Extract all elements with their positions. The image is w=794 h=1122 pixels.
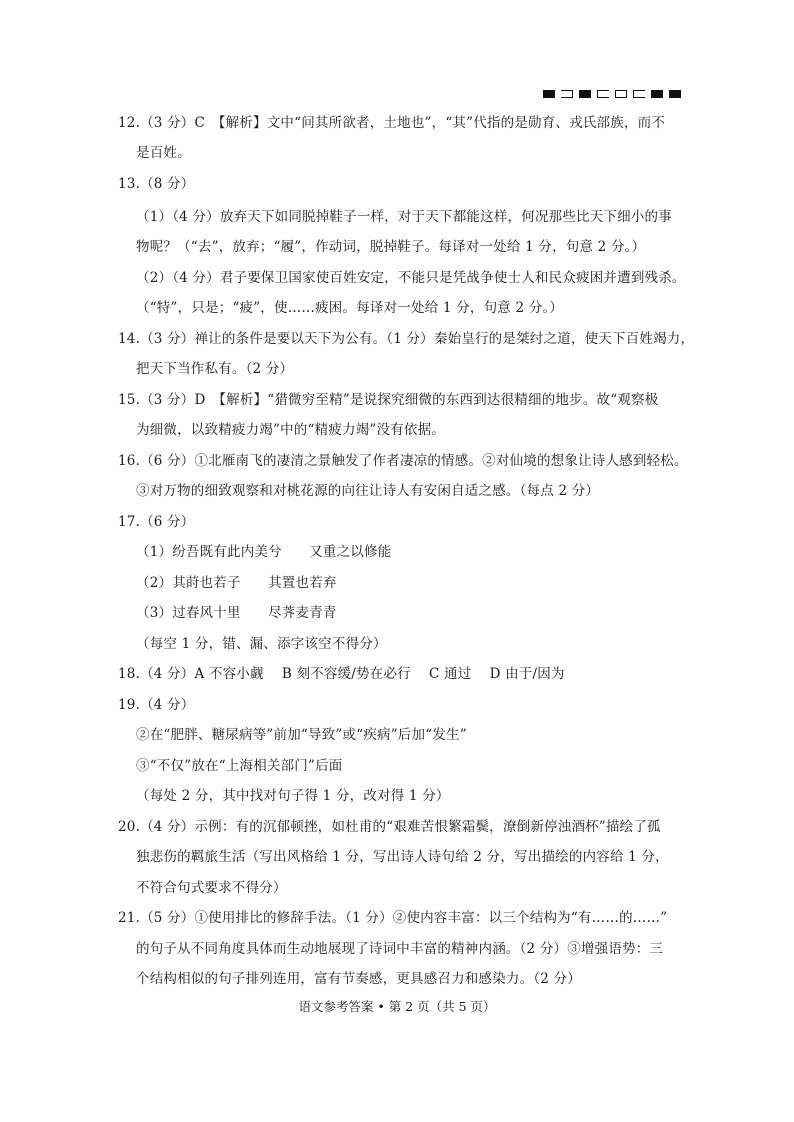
header-mark <box>615 90 627 98</box>
answer-19-note: （每处 2 分，其中找对句子得 1 分，改对得 1 分） <box>136 788 450 804</box>
header-mark <box>543 90 555 98</box>
header-mark <box>561 90 573 98</box>
answer-13-2-line-1: （2）（4 分）君子要保卫国家使百姓安定，不能只是凭战争使士人和民众疲困并遭到残杀。 <box>136 270 686 286</box>
answer-16-line-1: 16.（6 分）①北雁南飞的凄清之景触发了作者凄凉的情感。②对仙境的想象让诗人感到轻松。 <box>118 453 688 469</box>
answer-14-line-1: 14.（3 分）禅让的条件是要以天下为公有。（1 分）秦始皇行的是桀纣之道，使天下百姓竭力， <box>118 331 695 347</box>
answer-17-1: （1）纷吾既有此内美兮 又重之以修能 <box>136 544 392 560</box>
page-footer: 语文参考答案 • 第 2 页（共 5 页） <box>298 999 496 1014</box>
answer-13-1-line-1: （1）（4 分）放弃天下如同脱掉鞋子一样，对于天下都能这样，何况那些比天下细小的事 <box>136 209 672 225</box>
answer-16-line-2: ③对万物的细致观察和对桃花源的向往让诗人有安闲自适之感。（每点 2 分） <box>136 483 600 499</box>
answer-13-2-line-2: （“特”，只是；“疲”，使……疲困。每译对一处给 1 分，句意 2 分。） <box>136 300 564 316</box>
header-mark <box>579 90 591 98</box>
answer-20-line-2: 独悲伤的羁旅生活（写出风格给 1 分，写出诗人诗句给 2 分，写出描绘的内容给 1 分， <box>136 849 669 865</box>
answer-21-line-1: 21.（5 分）①使用排比的修辞手法。（1 分）②使内容丰富：以三个结构为“有……的……” <box>118 910 668 926</box>
answer-18: 18.（4 分）A 不容小觑 B 刻不容缓/势在必行 C 通过 D 由于/因为 <box>118 666 565 682</box>
header-mark <box>669 90 681 98</box>
header-mark <box>597 90 609 98</box>
answer-13-1-line-2: 物呢？（“去”，放弃；“履”，作动词，脱掉鞋子。每译对一处给 1 分，句意 2 分。） <box>136 239 646 255</box>
answer-14-line-2: 把天下当作私有。（2 分） <box>136 361 294 377</box>
answer-15-line-2: 为细微，以致精疲力竭”中的“精疲力竭”没有依据。 <box>136 422 446 438</box>
answer-15-line-1: 15.（3 分）D 【解析】“猎微穷至精”是说探究细微的东西到达很精细的地步。故“观察极 <box>118 392 659 408</box>
header-mark <box>633 90 645 98</box>
answer-12-line-2: 是百姓。 <box>136 145 191 161</box>
answer-17-2: （2）其莳也若子 其置也若弃 <box>136 575 337 591</box>
answer-19-2: ②在“肥胖、糖尿病等”前加“导致”或“疾病”后加“发生” <box>136 727 467 743</box>
answer-17-heading: 17.（6 分） <box>118 514 195 530</box>
answer-21-line-3: 个结构相似的句子排列连用，富有节奏感，更具感召力和感染力。（2 分） <box>136 971 581 987</box>
answer-21-line-2: 的句子从不同角度具体而生动地展现了诗词中丰富的精神内涵。（2 分）③增强语势：三 <box>136 941 664 957</box>
answer-20-line-1: 20.（4 分）示例：有的沉郁顿挫，如杜甫的“艰难苦恨繁霜鬓，潦倒新停浊酒杯”描绘了孤 <box>118 819 661 835</box>
answer-20-line-3: 不符合句式要求不得分） <box>136 880 287 896</box>
answer-17-3: （3）过春风十里 尽荠麦青青 <box>136 605 337 621</box>
answer-19-heading: 19.（4 分） <box>118 697 195 713</box>
header-decoration <box>543 89 681 99</box>
answer-12-line-1: 12.（3 分）C 【解析】文中“问其所欲者，土地也”，“其”代指的是勋育、戎氏部族，而不 <box>118 115 666 131</box>
answer-13-heading: 13.（8 分） <box>118 176 195 192</box>
header-mark <box>651 90 663 98</box>
answer-19-3: ③“不仅”放在“上海相关部门”后面 <box>136 758 343 774</box>
answer-17-note: （每空 1 分，错、漏、添字该空不得分） <box>136 636 387 652</box>
